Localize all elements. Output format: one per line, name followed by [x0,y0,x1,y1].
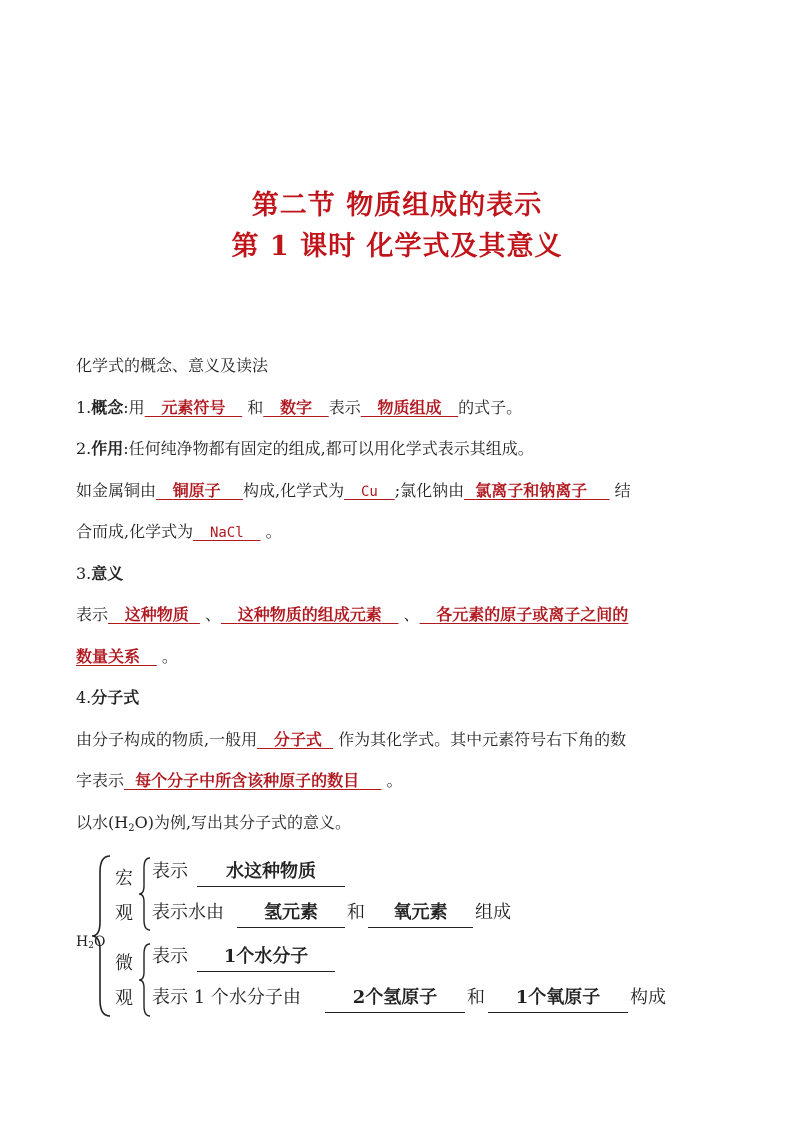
answer-blank: 氯离子和钠离子 [475,481,588,500]
answer-blank: 每个分子中所含该种原子的数目 [135,771,360,790]
item-function-example-cont: 合而成,化学式为 NaCl 。 [76,522,282,541]
lesson-title: 第 1 课时 化学式及其意义 [231,231,563,262]
row4-answer-1: 2个氢原子 [325,986,465,1013]
item-number: 2. [76,439,92,458]
micro-brace [138,942,152,1018]
item-meaning: 表示 这种物质 、 这种物质的组成元素 、 各元素的原子或离子之间的 [76,605,629,624]
row2-answer-2: 氧元素 [368,901,473,928]
item-molecular-text-cont: 字表示 每个分子中所含该种原子的数目 。 [76,771,403,790]
micro-label-1: 微 [115,953,133,974]
item-number: 1. [76,398,92,417]
answer-blank: 铜原子 [172,481,221,500]
outer-brace [90,852,114,1020]
answer-blank: 元素符号 [161,398,226,417]
answer-blank: 物质组成 [377,398,442,417]
row2-answer-1: 氢元素 [237,901,345,928]
answer-blank: NaCl [209,525,244,541]
formula-label: H2O [76,934,106,951]
row1-answer: 水这种物质 [197,860,345,887]
item-concept: 1.概念:用 元素符号 和 数字 表示 物质组成 的式子。 [76,398,523,417]
item-function-example: 如金属铜由 铜原子 构成,化学式为 Cu ;氯化钠由 氯离子和钠离子 结 [76,481,631,500]
row3-answer: 1个水分子 [197,945,335,972]
item-molecular-heading [76,687,139,709]
answer-blank: 分子式 [273,730,322,749]
row4-text: 表示 1 个水分子由 [152,987,301,1008]
row4-end: 构成 [630,987,666,1008]
answer-blank: 数字 [279,398,312,417]
item-label: 作用 [91,439,124,458]
row2-and: 和 [347,902,365,923]
item-function: 2.作用:任何纯净物都有固定的组成,都可以用化学式表示其组成。 [76,439,534,458]
item-number: 3. [76,564,92,583]
answer-blank: Cu [360,484,378,500]
answer-blank: 这种物质的组成元素 [237,605,382,624]
item-molecular-text: 由分子构成的物质,一般用 分子式 作为其化学式。其中元素符号右下角的数 [76,730,627,749]
row3-text: 表示 [152,946,188,967]
row4-answer-2: 1个氧原子 [488,986,628,1013]
micro-label-2: 观 [115,988,133,1009]
topic-heading: 化学式的概念、意义及读法 [76,356,269,375]
row2-text: 表示水由 [152,902,224,923]
answer-blank: 这种物质 [124,605,189,624]
answer-blank: 各元素的原子或离子之间的 [436,605,629,624]
row1-text: 表示 [152,861,188,882]
row2-end: 组成 [475,902,511,923]
item-label: 意义 [91,564,124,583]
item-meaning-heading [76,563,123,585]
macro-brace [138,856,152,932]
item-label: 概念 [91,398,124,417]
section-title: 第二节 物质组成的表示 [251,190,543,221]
row4-and: 和 [467,987,485,1008]
answer-blank: 数量关系 [76,647,141,666]
water-example-prompt: 以水$(H_2O)$为例,写出其分子式的意义。 [76,813,352,834]
macro-label-2: 观 [115,903,133,924]
macro-label-1: 宏 [115,868,133,889]
item-number: 4. [76,688,92,707]
item-label: 分子式 [91,688,140,707]
item-meaning-cont: 数量关系 。 [76,647,178,666]
